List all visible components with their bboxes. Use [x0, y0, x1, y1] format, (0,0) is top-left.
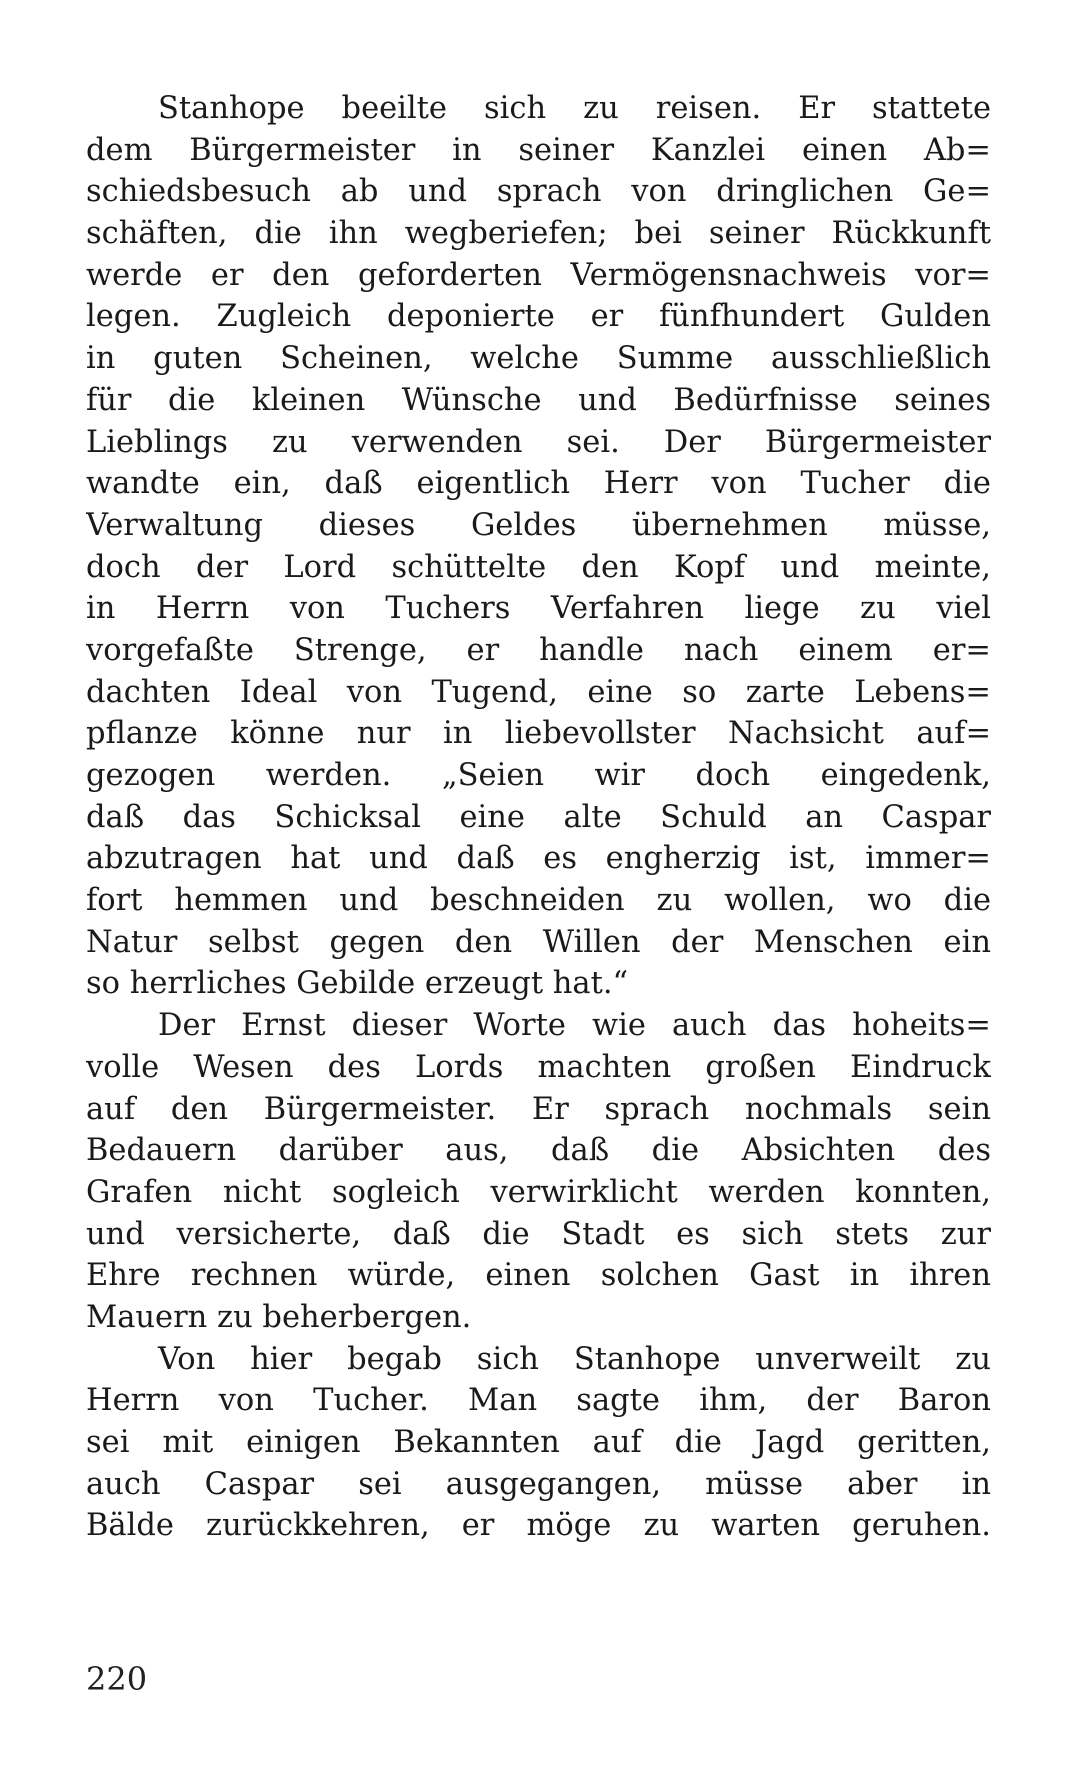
text-line: abzutragen hat und daß es engherzig ist, immer=	[86, 841, 991, 877]
text-line: schäften, die ihn wegberiefen; bei seiner Rückkunft	[86, 216, 991, 252]
text-line: werde er den geforderten Vermögensnachweis vor=	[86, 257, 991, 293]
text-line: Stanhope beeilte sich zu reisen. Er stattete	[158, 91, 991, 126]
text-line: Natur selbst gegen den Willen der Menschen ein	[86, 924, 991, 960]
text-line: dachten Ideal von Tugend, eine so zarte Lebens=	[86, 674, 991, 710]
text-line: in Herrn von Tuchers Verfahren liege zu viel	[86, 591, 991, 627]
text-line: in guten Scheinen, welche Summe ausschließlich	[86, 341, 991, 377]
text-line: schiedsbesuch ab und sprach von dringlichen Ge=	[86, 174, 991, 210]
page-number: 220	[86, 1660, 148, 1698]
text-line: Herrn von Tucher. Man sagte ihm, der Baron	[86, 1383, 991, 1419]
text-line: legen. Zugleich deponierte er fünfhundert Gulden	[86, 299, 991, 335]
text-line: und versicherte, daß die Stadt es sich stets zur	[86, 1216, 991, 1252]
body-text	[86, 88, 991, 1547]
text-line: Bälde zurückkehren, er möge zu warten geruhen.	[86, 1508, 991, 1544]
text-line: vorgefaßte Strenge, er handle nach einem er=	[86, 632, 991, 668]
text-line: Bedauern darüber aus, daß die Absichten des	[86, 1133, 991, 1169]
text-line: Mauern zu beherbergen.	[86, 1299, 472, 1335]
text-line: fort hemmen und beschneiden zu wollen, wo die	[86, 883, 991, 919]
text-line: wandte ein, daß eigentlich Herr von Tucher die	[86, 466, 991, 502]
text-line: daß das Schicksal eine alte Schuld an Caspar	[86, 799, 991, 835]
text-line: Verwaltung dieses Geldes übernehmen müsse,	[86, 507, 991, 543]
text-line: Ehre rechnen würde, einen solchen Gast in ihren	[86, 1258, 991, 1294]
text-line: auch Caspar sei ausgegangen, müsse aber in	[86, 1466, 991, 1502]
text-line: pflanze könne nur in liebevollster Nachsicht auf=	[86, 716, 991, 752]
text-line: doch der Lord schüttelte den Kopf und meinte,	[86, 549, 991, 585]
text-line: für die kleinen Wünsche und Bedürfnisse seines	[86, 382, 991, 418]
text-line: Von hier begab sich Stanhope unverweilt zu	[158, 1341, 991, 1377]
text-line: auf den Bürgermeister. Er sprach nochmals sein	[86, 1091, 991, 1127]
text-line: gezogen werden. „Seien wir doch eingedenk,	[86, 758, 991, 793]
text-line: sei mit einigen Bekannten auf die Jagd geritten,	[86, 1425, 991, 1460]
text-line: so herrliches Gebilde erzeugt hat.“	[86, 966, 629, 1002]
text-line: Der Ernst dieser Worte wie auch das hoheits=	[158, 1008, 991, 1044]
text-line: volle Wesen des Lords machten großen Eindruck	[86, 1049, 991, 1085]
text-line: Lieblings zu verwenden sei. Der Bürgermeister	[86, 424, 991, 460]
text-line: Grafen nicht sogleich verwirklicht werden konnten,	[86, 1174, 991, 1210]
text-line: dem Bürgermeister in seiner Kanzlei einen Ab=	[86, 132, 991, 168]
